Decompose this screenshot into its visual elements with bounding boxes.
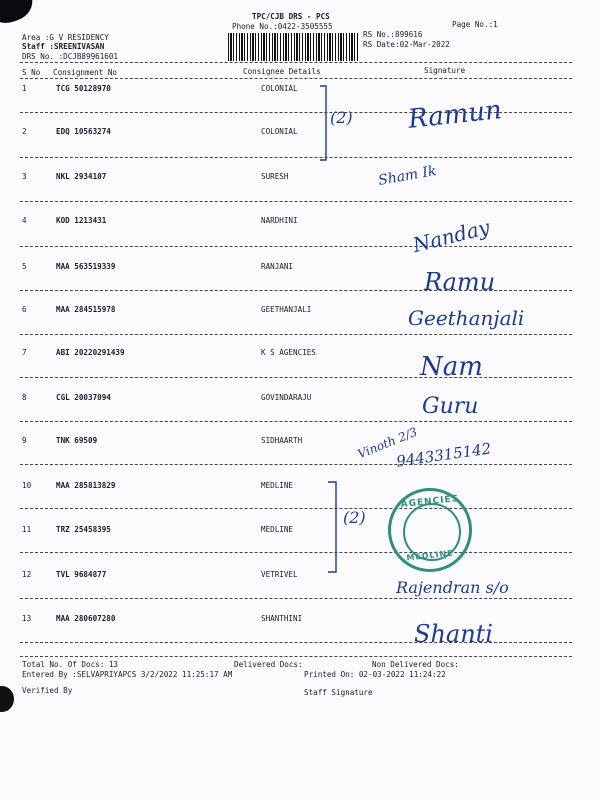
staff-field: Staff :SREENIVASAN: [22, 42, 105, 51]
row-consignment-number: MAA 280607280: [56, 614, 116, 623]
rs-number: RS No.:899616: [363, 30, 423, 39]
row-consignee-name: VETRIVEL: [261, 570, 298, 579]
row-consignment-number: KOD 1213431: [56, 216, 107, 225]
row-serial-number: 2: [22, 127, 27, 136]
row-consignment-number: TVL 9684877: [56, 570, 107, 579]
row-consignment-number: MAA 285813829: [56, 481, 116, 490]
row-serial-number: 4: [22, 216, 27, 225]
row-divider: [20, 508, 572, 509]
page-number: Page No.:1: [452, 20, 498, 29]
row-divider: [20, 334, 572, 335]
signature: Ramun: [406, 95, 504, 135]
signature: Shanti: [414, 620, 493, 648]
row-consignee-name: GEETHANJALI: [261, 305, 312, 314]
signature: Geethanjali: [408, 306, 525, 330]
entered-by: Entered By :SELVAPRIYAPCS 3/2/2022 11:25:17 AM: [22, 670, 233, 679]
divider: [20, 78, 572, 79]
barcode: [228, 33, 358, 61]
row-serial-number: 7: [22, 348, 27, 357]
row-divider: [20, 598, 572, 599]
row-divider: [20, 377, 572, 378]
ink-blot: [0, 686, 14, 712]
row-divider: [20, 157, 572, 158]
row-serial-number: 1: [22, 84, 27, 93]
row-consignee-name: K S AGENCIES: [261, 348, 316, 357]
row-serial-number: 6: [22, 305, 27, 314]
row-serial-number: 3: [22, 172, 27, 181]
row-serial-number: 9: [22, 436, 27, 445]
row-consignment-number: TNK 69509: [56, 436, 98, 445]
doc-title: TPC/CJB DRS - PCS: [252, 12, 330, 21]
column-header-sno: S No: [22, 68, 41, 77]
handwritten-phone: 9443315142: [395, 439, 493, 471]
column-header-consignee: Consignee Details: [243, 67, 321, 76]
staff-signature-label: Staff Signature: [304, 688, 373, 697]
signature: Nanday: [410, 214, 493, 258]
row-consignee-name: SURESH: [261, 172, 289, 181]
handwritten-count: (2): [330, 108, 353, 127]
divider: [20, 62, 572, 63]
row-consignee-name: RANJANI: [261, 262, 294, 271]
phone-number: Phone No.:0422-3505555: [232, 22, 333, 31]
row-divider: [20, 246, 572, 247]
bracket-mark: [326, 480, 366, 576]
row-divider: [20, 201, 572, 202]
row-consignee-name: SIDHAARTH: [261, 436, 303, 445]
row-consignment-number: CGL 20037094: [56, 393, 111, 402]
row-consignment-number: TCG 50128970: [56, 84, 111, 93]
row-consignee-name: SHANTHINI: [261, 614, 303, 623]
row-serial-number: 8: [22, 393, 27, 402]
handwritten-count: (2): [343, 508, 366, 527]
row-divider: [20, 421, 572, 422]
column-header-consignment: Consignment No: [53, 68, 118, 77]
row-serial-number: 12: [22, 570, 32, 579]
row-consignment-number: ABI 20220291439: [56, 348, 125, 357]
signature: Ramu: [424, 268, 496, 296]
non-delivered-docs: Non Delivered Docs:: [372, 660, 459, 669]
total-docs: Total No. Of Docs: 13: [22, 660, 119, 669]
stamp-subtext: MEDLINE: [406, 548, 454, 563]
row-consignee-name: MEDLINE: [261, 525, 294, 534]
ink-blot: [0, 0, 37, 28]
row-consignment-number: NKL 2934107: [56, 172, 107, 181]
drs-number: DRS No. :DCJB89961601: [22, 52, 119, 61]
delivered-docs: Delivered Docs:: [234, 660, 303, 669]
row-serial-number: 13: [22, 614, 32, 623]
row-consignee-name: GOVINDARAJU: [261, 393, 312, 402]
signature: Sham Ik: [377, 163, 438, 189]
signature: Rajendran s/o: [396, 578, 509, 597]
row-consignee-name: NARDHINI: [261, 216, 298, 225]
area-field: Area :G V RESIDENCY: [22, 33, 109, 42]
row-consignee-name: COLONIAL: [261, 84, 298, 93]
verified-by: Verified By: [22, 686, 73, 695]
row-consignee-name: COLONIAL: [261, 127, 298, 136]
divider: [20, 656, 572, 657]
stamp-text: AGENCIES: [400, 493, 460, 511]
row-consignment-number: MAA 563519339: [56, 262, 116, 271]
row-serial-number: 5: [22, 262, 27, 271]
row-consignment-number: MAA 284515978: [56, 305, 116, 314]
company-stamp: [388, 488, 472, 572]
row-divider: [20, 464, 572, 465]
printed-on: Printed On: 02-03-2022 11:24:22: [304, 670, 446, 679]
row-consignee-name: MEDLINE: [261, 481, 294, 490]
handwritten-note: Vinoth 2/3: [355, 424, 420, 462]
row-serial-number: 10: [22, 481, 32, 490]
signature: Nam: [420, 352, 483, 382]
row-consignment-number: TRZ 25458395: [56, 525, 111, 534]
row-consignment-number: EDQ 10563274: [56, 127, 111, 136]
signature: Guru: [422, 394, 479, 419]
row-serial-number: 11: [22, 525, 32, 534]
column-header-signature: Signature: [424, 66, 466, 75]
rs-date: RS Date:02-Mar-2022: [363, 40, 450, 49]
row-divider: [20, 552, 572, 553]
